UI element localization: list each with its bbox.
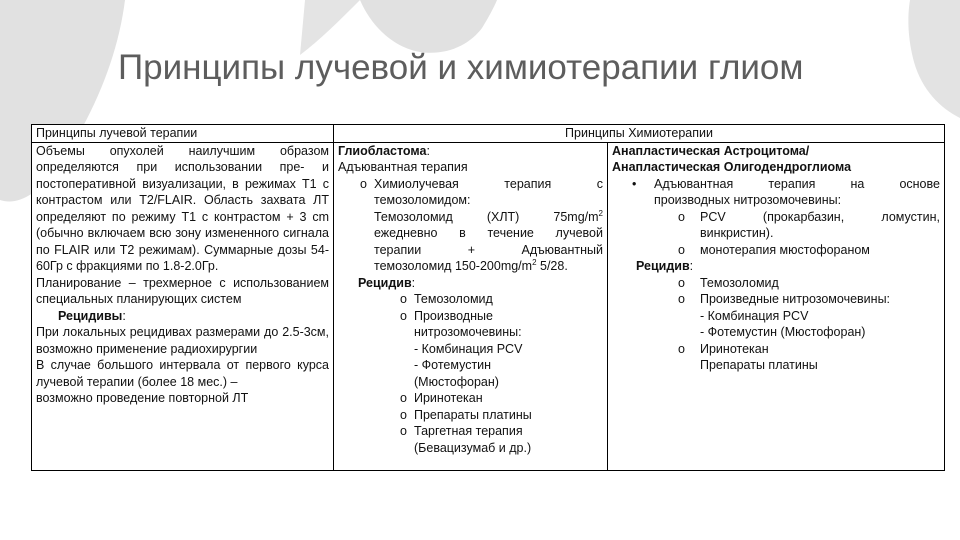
list-item: нитрозомочевины: [414,325,522,339]
aa-relapse-item [612,275,940,292]
gbm-tmz-word: лучевой [555,226,603,240]
gbm-crt-word: темозоломидом: [374,193,471,207]
list-item: Таргетная терапия [414,424,523,438]
aa-adj-word: терапия [768,176,816,191]
list-item: Иринотекан [414,391,483,405]
bullet-icon: o [400,407,407,422]
aa-mono-item [612,242,940,259]
aa-heading-1: Анапластическая Астроцитома/ [612,143,810,158]
bullet-icon: o [400,424,407,438]
gbm-relapse-item [338,407,603,424]
rt-relapse-colon: : [122,308,126,323]
list-item: - Комбинация PCV [700,308,809,323]
gbm-crt-word: терапия [504,176,552,191]
gbm-relapse-heading-text: Рецидив [358,275,412,290]
gbm-relapse-item [338,390,603,407]
glioblastoma-cell [334,142,608,471]
page-title: Принципы лучевой и химиотерапии глиом [118,48,804,87]
list-item: - Фотемустин [414,358,492,372]
aa-relapse-heading-text: Рецидив [636,259,690,273]
rt-relapse-radiosurgery-text: При локальных рецидивах размерами до 2.5-3см, возможно применение радиохирургии [36,325,329,356]
gbm-tmz-word: Темозоломид [374,209,453,224]
bullet-icon: o [678,341,685,356]
aa-pcv-item [612,209,940,242]
gbm-relapse-heading [338,275,603,292]
gbm-heading-text: Глиобластома [338,143,427,158]
bullet-icon: o [678,275,685,290]
gbm-heading-colon: : [426,143,430,158]
list-item: (Мюстофоран) [414,374,499,389]
aa-adj-word: на [850,176,865,191]
list-item: Иринотекан [700,341,769,356]
aa-adj-word: Адъювантная [654,176,734,191]
gbm-relapse-item [338,308,603,325]
list-item: - Фотемустин (Мюстофоран) [700,325,866,339]
aa-pcv-word: винкристин). [700,226,774,240]
list-item: Препараты платины [414,407,532,422]
gbm-tmz-sup: 2 [598,208,603,218]
gbm-heading [338,143,603,160]
gbm-tmz-adjuvant-dose: темозоломид 150-200mg/m [374,259,533,273]
rt-relapse-heading-text: Рецидивы [58,308,123,323]
rt-volume-paragraph: Объемы опухолей наилучшим образом определяются при использовании пре- и постоперативной визуализации, в режимах Т1 с контрастом или Т2/FLAIR. Область захвата ЛТ определяют по режиму Т1 с контрастом + 3 cm (обычно включаем всю зону измененного сигнала по FLAIR или Т2 режимам). Суммарные дозы 54-60Гр с фракциями по 1.8-2.0Гр. [36,143,329,273]
rt-relapse-reirradiation-text: В случае большого интервала от первого курса лучевой терапии (более 18 мес.) – [36,358,329,389]
aa-pcv-word: ломустин, [881,209,940,224]
list-item: Производные [414,308,493,323]
gbm-crt-item [338,176,603,209]
gbm-relapse-item [338,291,603,308]
bullet-icon: o [678,242,685,257]
gbm-tmz-sup: 2 [532,257,537,267]
header-chemotherapy: Принципы Химиотерапии [334,125,945,143]
gbm-tmz-dose: 75mg/m [553,209,599,224]
gbm-tmz-word: в [459,226,466,240]
glioma-therapy-table [31,124,945,471]
gbm-tmz-word: терапии [374,242,422,257]
bullet-icon: o [360,176,367,191]
gbm-tmz-block [338,209,603,275]
aa-relapse-item [612,341,940,358]
list-item: - Комбинация PCV [414,341,523,356]
header-radiotherapy: Принципы лучевой терапии [32,125,334,143]
aa-pcv-word: (прокарбазин, [762,209,845,224]
bullet-icon: • [632,176,637,191]
bullet-icon: o [400,292,407,306]
aa-relapse-heading [612,258,940,275]
list-item: монотерапия мюстофораном [700,242,870,257]
gbm-tmz-word: ежедневно [374,226,438,240]
gbm-tmz-word: + [467,242,475,257]
aa-pcv-word: PCV [700,209,726,224]
list-item: Препараты платины [700,358,818,372]
list-item: Произведные нитрозомочевины: [700,292,891,306]
gbm-crt-word: с [596,176,603,191]
gbm-tmz-word: Адъювантный [521,242,603,257]
gbm-tmz-word: (ХЛТ) [486,209,520,224]
list-item: Темозоломид [414,292,493,306]
aa-adjuvant-item [612,176,940,209]
rt-relapse-heading [36,308,329,325]
aa-adj-word: производных нитрозомочевины: [654,193,842,207]
table-header-row [32,125,945,143]
gbm-tmz-schedule: 5/28. [536,259,568,273]
gbm-relapse-colon: : [411,275,416,290]
list-item: Темозоломид [700,275,779,290]
gbm-adjuvant-label: Адъювантная терапия [338,160,468,174]
gbm-crt-word: Химиолучевая [374,176,459,191]
bullet-icon: o [678,292,685,306]
radiotherapy-cell [32,142,334,471]
rt-planning-text: Планирование – трехмерное с использованием специальных планирующих систем [36,275,329,306]
aa-relapse-colon: : [689,259,694,273]
aa-adj-word: основе [899,176,940,191]
bullet-icon: o [678,209,685,224]
aa-heading-2: Анапластическая Олигодендроглиома [612,160,852,174]
rt-relapse-reirradiation-text-end: возможно проведение повторной ЛТ [36,391,249,405]
aa-relapse-item [612,291,940,308]
table-content-row [32,142,945,471]
bullet-icon: o [400,391,407,405]
anaplastic-cell [608,142,945,471]
gbm-tmz-word: течение [487,226,534,240]
list-item: (Бевацизумаб и др.) [414,440,532,455]
bullet-icon: o [400,308,407,323]
gbm-relapse-item [338,423,603,440]
